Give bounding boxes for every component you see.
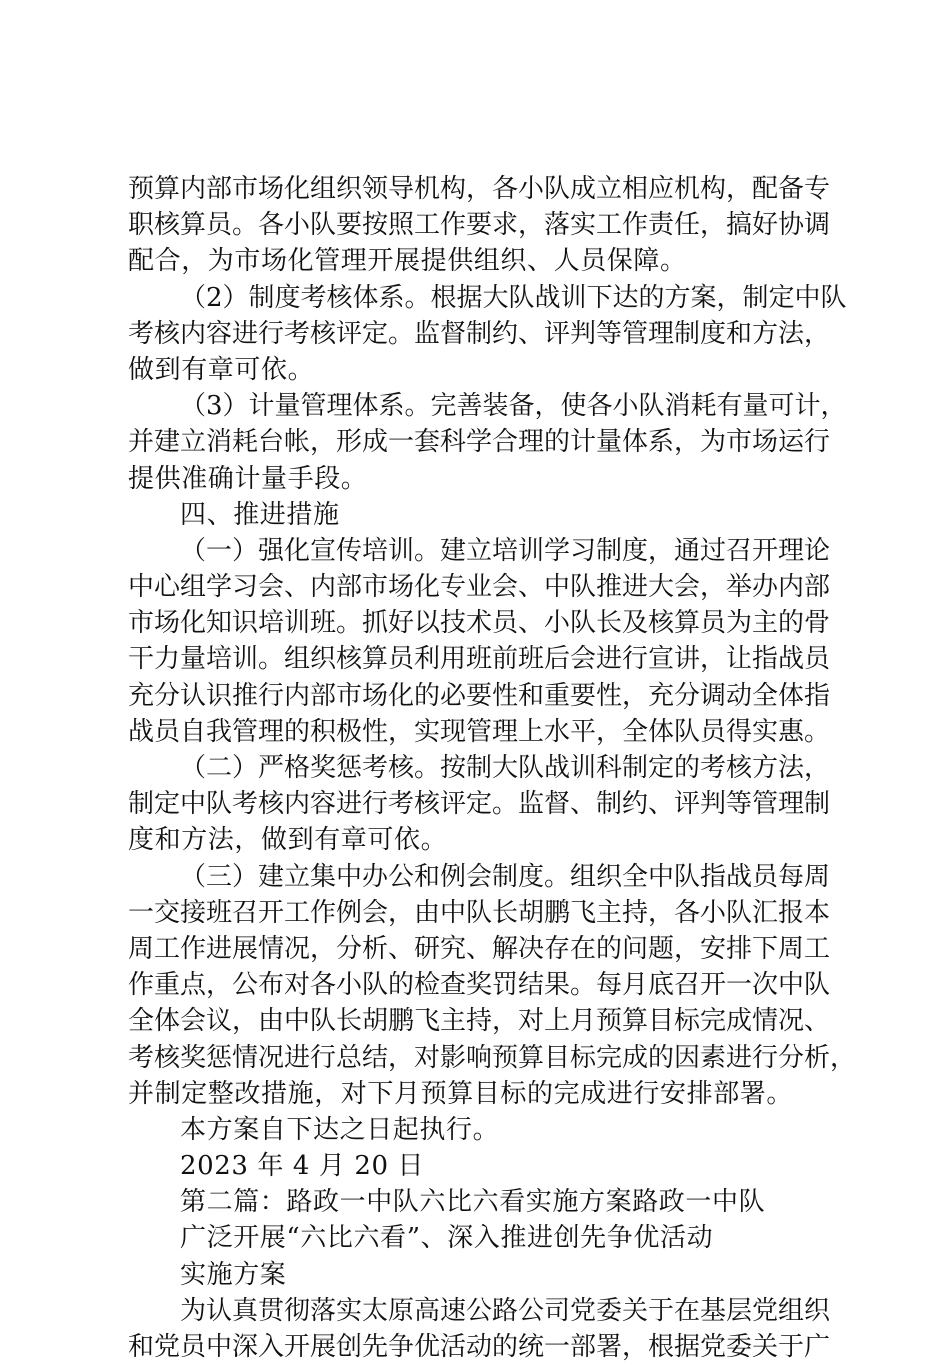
text-line: 战员自我管理的积极性，实现管理上水平，全体队员得实惠。: [128, 716, 831, 747]
text-line: 和党员中深入开展创先争优活动的统一部署，根据党委关于广: [128, 1332, 831, 1362]
text-line: （2）制度考核体系。根据大队战训下达的方案，制定中队: [180, 282, 847, 313]
text-line: 度和方法，做到有章可依。: [128, 825, 448, 856]
text-line: 职核算员。各小队要按照工作要求，落实工作责任，搞好协调: [128, 210, 831, 241]
text-line: 市场化知识培训班。抓好以技术员、小队长及核算员为主的骨: [128, 608, 831, 639]
text-line: 2023 年 4 月 20 日: [180, 1151, 425, 1182]
text-line: 并制定整改措施，对下月预算目标的完成进行安排部署。: [128, 1078, 794, 1109]
text-line: 制定中队考核内容进行考核评定。监督、制约、评判等管理制: [128, 789, 831, 820]
text-line: 考核内容进行考核评定。监督制约、评判等管理制度和方法，: [128, 318, 831, 349]
text-line: 四、推进措施: [180, 499, 340, 530]
text-line: 第二篇：路政一中队六比六看实施方案路政一中队: [180, 1187, 766, 1218]
text-line: 配合，为市场化管理开展提供组织、人员保障。: [128, 246, 687, 277]
body-text: [128, 171, 857, 1365]
text-line: 实施方案: [180, 1259, 287, 1290]
text-line: （二）严格奖惩考核。按制大队战训科制定的考核方法，: [180, 753, 831, 783]
text-line: 并建立消耗台帐，形成一套科学合理的计量体系，为市场运行: [128, 427, 831, 458]
text-line: 做到有章可依。: [128, 354, 315, 385]
text-line: 广泛开展“六比六看”、深入推进创先争优活动: [180, 1223, 714, 1254]
text-line: 全体会议，由中队长胡鹏飞主持，对上月预算目标完成情况、: [128, 1006, 831, 1037]
text-line: 中心组学习会、内部市场化专业会、中队推进大会，举办内部: [128, 572, 831, 603]
text-line: 充分认识推行内部市场化的必要性和重要性，充分调动全体指: [128, 680, 831, 711]
text-line: 预算内部市场化组织领导机构，各小队成立相应机构，配备专: [128, 174, 831, 204]
text-line: 周工作进展情况，分析、研究、解决存在的问题，安排下周工: [128, 933, 831, 964]
text-line: 考核奖惩情况进行总结，对影响预算目标完成的因素进行分析，: [128, 1042, 857, 1073]
text-line: （三）建立集中办公和例会制度。组织全中队指战员每周: [180, 861, 831, 892]
text-line: （3）计量管理体系。完善装备，使各小队消耗有量可计，: [180, 391, 847, 422]
text-line: 本方案自下达之日起执行。: [180, 1114, 500, 1145]
text-line: 为认真贯彻落实太原高速公路公司党委关于在基层党组织: [180, 1295, 831, 1326]
text-line: 一交接班召开工作例会，由中队长胡鹏飞主持，各小队汇报本: [128, 897, 831, 928]
text-line: 作重点，公布对各小队的检查奖罚结果。每月底召开一次中队: [128, 970, 831, 1001]
text-line: 提供准确计量手段。: [128, 463, 368, 494]
text-line: 干力量培训。组织核算员利用班前班后会进行宣讲，让指战员: [128, 644, 831, 675]
text-line: （一）强化宣传培训。建立培训学习制度，通过召开理论: [180, 535, 831, 566]
